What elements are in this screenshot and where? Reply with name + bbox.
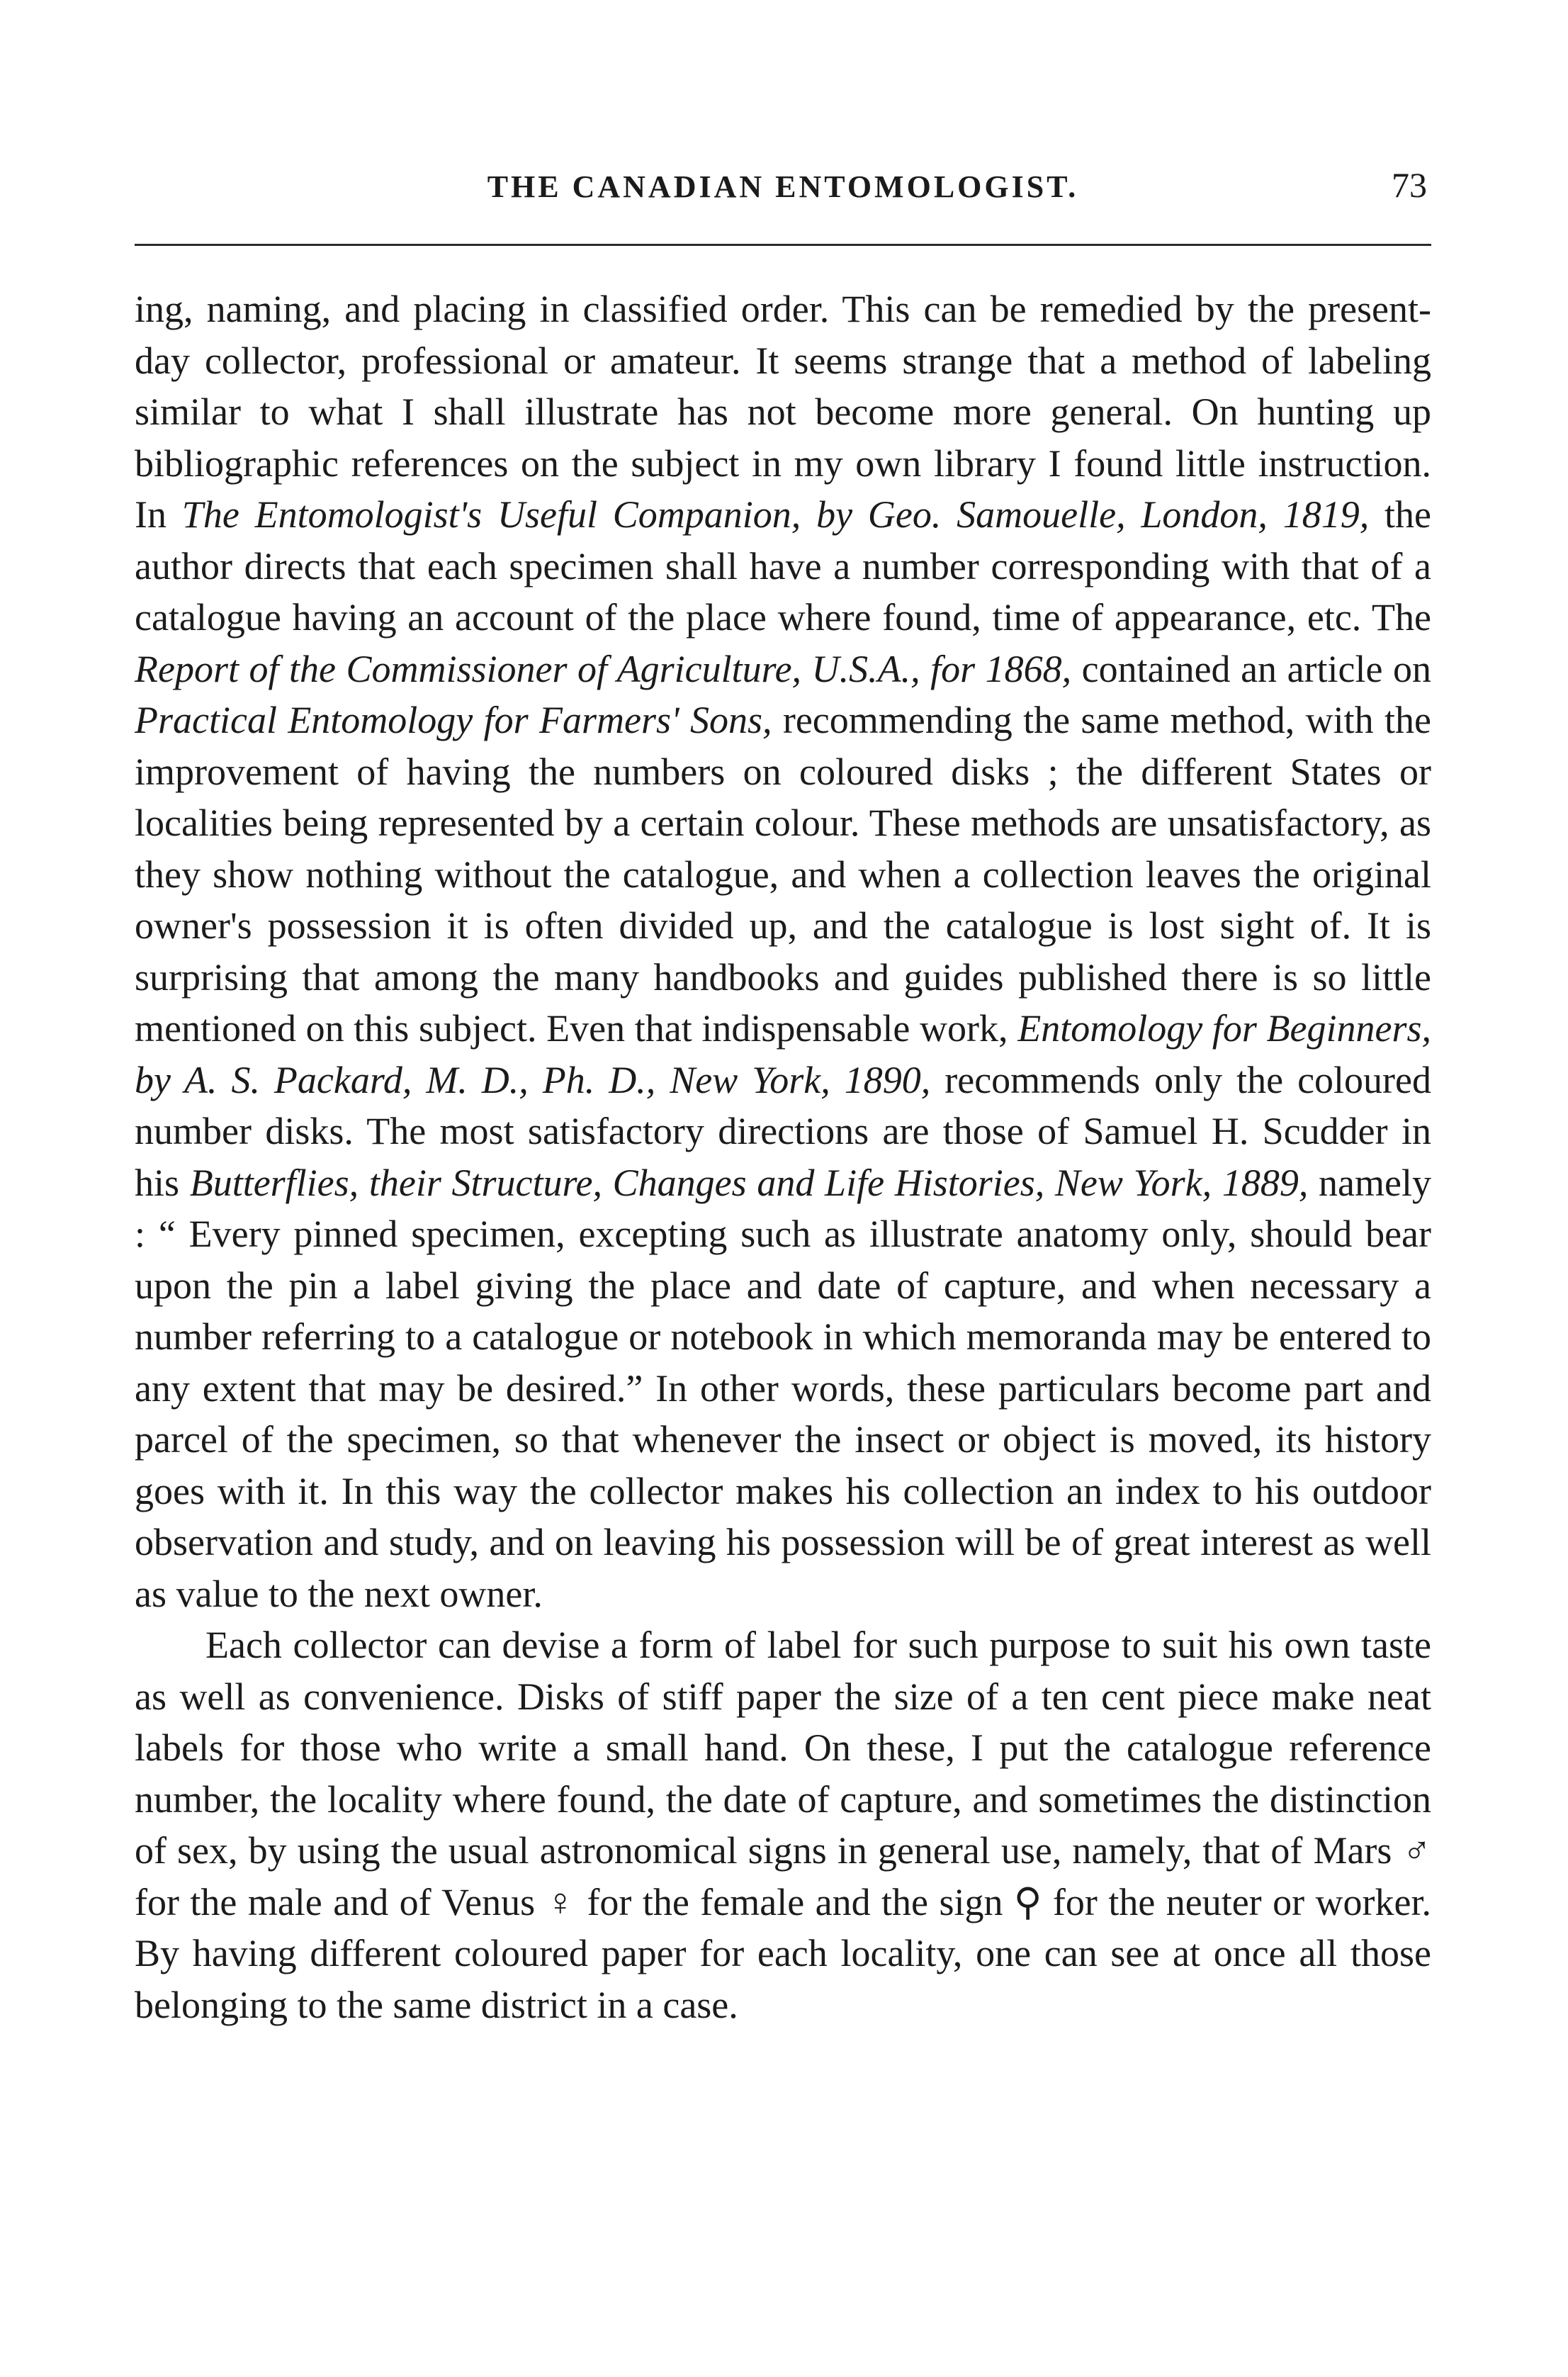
body-text — [135, 283, 1431, 2030]
text-segment: contained an article on — [1071, 647, 1431, 690]
book-title-italic: The Entomologist's Useful Companion, by Geo. Samouelle, London, 1819, — [181, 493, 1370, 536]
text-segment: Each collector can devise a form of label for such purpose to suit his own taste as well as convenience. Disks of stiff paper the size of a ten cent piece make neat labels for those who write a small hand. On these, I put the catalogue reference number, the locality where found, the date of capture, and sometimes the distinction of sex, by using the usual astronomical signs in general use, namely, that of Mars ♂ for the male and of Venus ♀ for the female and the sign ⚲ for the neuter or worker. By having different coloured paper for each locality, one can see at once all those belonging to the same district in a case. — [135, 1624, 1431, 2026]
report-title-italic: Report of the Commissioner of Agriculture, U.S.A., for 1868, — [135, 647, 1072, 690]
book-title-italic: Butterflies, their Structure, Changes and Life Histories, New York, 1889, — [189, 1161, 1309, 1204]
page-number: 73 — [1392, 165, 1427, 205]
article-title-italic: Practical Entomology for Farmers' Sons, — [135, 699, 772, 741]
book-title-italic: Entomology for Beginners, by A. S. Packard, M. D., Ph. D., New York, 1890, — [135, 1007, 1431, 1101]
text-segment: recommending the same method, with the improvement of having the numbers on coloured disks ; the different States or localities being represented by a certain colour. These methods are unsatisfactory, as they show nothing without the catalogue, and when a collection leaves the original owner's possession it is often divided up, and the catalogue is lost sight of. It is surprising that among the many handbooks and guides published there is so little mentioned on this subject. Even that indispensable work, — [135, 699, 1431, 1050]
text-segment: recommends only the coloured number disks. The most satisfactory directions are those of Samuel H. Scudder in his — [135, 1058, 1431, 1204]
text-segment: the author directs that each specimen shall have a number corresponding with that of a catalogue having an account of the place where found, time of appearance, etc. The — [135, 493, 1431, 639]
text-segment: ing, naming, and placing in classified order. This can be remedied by the present-day collector, professional or amateur. It seems strange that a method of labeling similar to what I shall illustrate has not become more general. On hunting up bibliographic references on the subject in my own library I found little instruction. In — [135, 288, 1431, 536]
header-rule — [135, 244, 1431, 246]
paragraph-2 — [135, 1619, 1431, 2030]
page-header — [135, 162, 1431, 211]
paragraph-1 — [135, 283, 1431, 1619]
text-segment: namely : “ Every pinned specimen, excepting such as illustrate anatomy only, should bear upon the pin a label giving the place and date of capture, and when necessary a number referring to a catalogue or notebook in which memoranda may be entered to any extent that may be desired.” In other words, these particulars become part and parcel of the specimen, so that whenever the insect or object is moved, its history goes with it. In this way the collector makes his collection an index to his outdoor observation and study, and on leaving his possession will be of great interest as well as value to the next owner. — [135, 1161, 1431, 1615]
running-title: THE CANADIAN ENTOMOLOGIST. — [487, 169, 1079, 204]
